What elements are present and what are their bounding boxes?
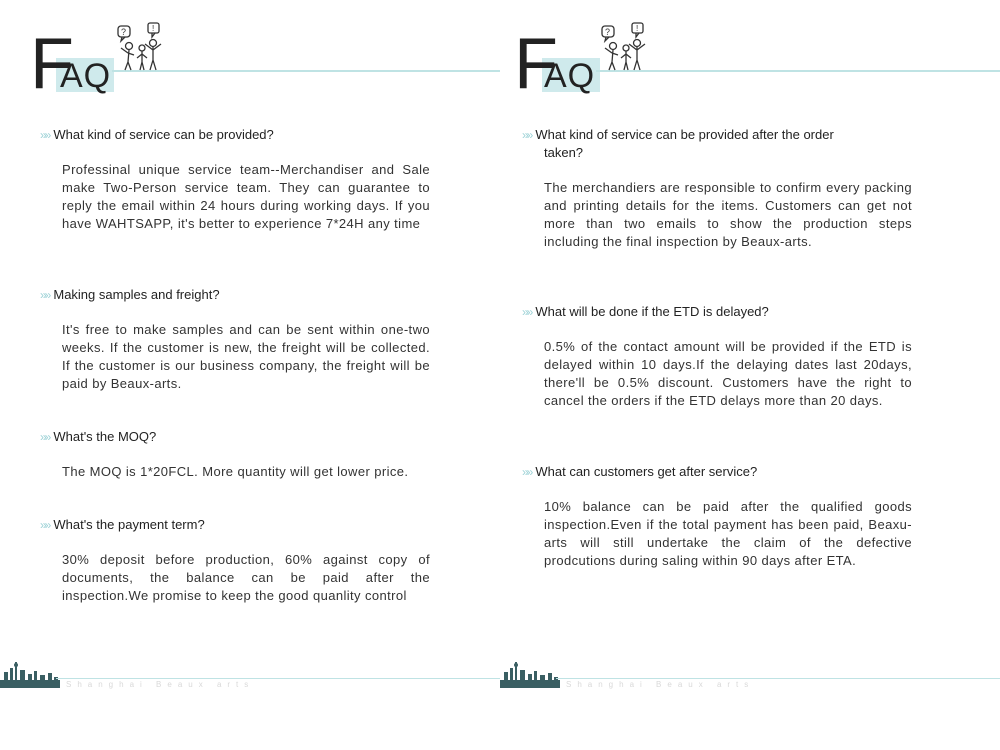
faq-item [522,303,912,410]
faq-item [40,286,430,393]
question-text: What kind of service can be provided? [53,127,274,142]
people-question-icon [598,22,654,72]
faq-item [40,428,430,481]
people-question-icon [114,22,170,72]
question [40,516,430,534]
question-marker-icon: »» [40,430,50,444]
question-text: What's the payment term? [53,517,205,532]
question-text: Making samples and freight? [53,287,220,302]
svg-text:!: ! [636,24,639,33]
faq-item [40,516,430,605]
answer-text: Professinal unique service team--Merchandiser and Sale make Two-Person service team. They can guarantee to reply the email within 24 hours during working days. If you have WAHTSAPP, it's better to experience 7*24H any time [62,162,430,231]
faq-header [0,0,500,110]
question [40,428,430,446]
question [522,303,912,321]
footer-divider [556,678,1000,679]
question [522,463,912,481]
right-page [500,0,1000,750]
svg-text:!: ! [152,24,155,33]
faq-title-rest: AQ [544,57,596,95]
faq-title-rest: AQ [60,57,112,95]
question-marker-icon: »» [40,288,50,302]
answer-text: The MOQ is 1*20FCL. More quantity will get lower price. [62,464,409,479]
question-marker-icon: »» [522,465,532,479]
question-text: What's the MOQ? [53,429,157,444]
question-marker-icon: »» [522,305,532,319]
question-text: What will be done if the ETD is delayed? [535,304,769,319]
city-skyline-icon [0,656,60,690]
header-divider [596,70,1000,72]
faq-item [522,463,912,570]
answer-text: It's free to make samples and can be sent within one-two weeks. If the customer is new, the freight will be collected. If the customer is our business company, the freight will be paid by Beaux-arts. [62,322,430,391]
faq-item [522,126,912,251]
answer-text: 0.5% of the contact amount will be provided if the ETD is delayed within 10 days.If the delaying dates last 20days, there'll be 0.5% discount. Customers have the right to cancel the orders if the ETD delays more than 20 days. [544,339,912,408]
question-text: What kind of service can be provided after the order [535,127,834,142]
question [40,126,430,144]
answer-text: 30% deposit before production, 60% against copy of documents, the balance can be paid after the inspection.We promise to keep the good quanlity control [62,552,430,603]
city-skyline-icon [500,656,560,690]
question-marker-icon: »» [40,518,50,532]
answer-text: The merchandiers are responsible to confirm every packing and printing details for the items. Customers can get not more than two emails to show the production steps including the final inspection by Beaux-arts. [544,180,912,249]
svg-text:?: ? [605,27,611,37]
faq-item [40,126,430,233]
question-marker-icon: »» [522,128,532,142]
page-footer [0,656,500,696]
question-text-continued: taken? [544,145,584,160]
question [522,126,912,144]
faq-header [500,0,1000,110]
svg-text:?: ? [121,27,127,37]
faq-title-letter: F [514,24,558,104]
footer-brand: Shanghai Beaux arts [66,680,255,689]
footer-brand: Shanghai Beaux arts [566,680,755,689]
question [40,286,430,304]
answer-text: 10% balance can be paid after the qualified goods inspection.Even if the total payment has been paid, Beaxu-arts will still undertake the claim of the defective prodcutions during saling within 90 days after ETA. [544,499,912,568]
page-footer [500,656,1000,696]
question-text: What can customers get after service? [535,464,758,479]
header-divider [112,70,500,72]
footer-divider [56,678,500,679]
faq-title-letter: F [30,24,74,104]
question-marker-icon: »» [40,128,50,142]
